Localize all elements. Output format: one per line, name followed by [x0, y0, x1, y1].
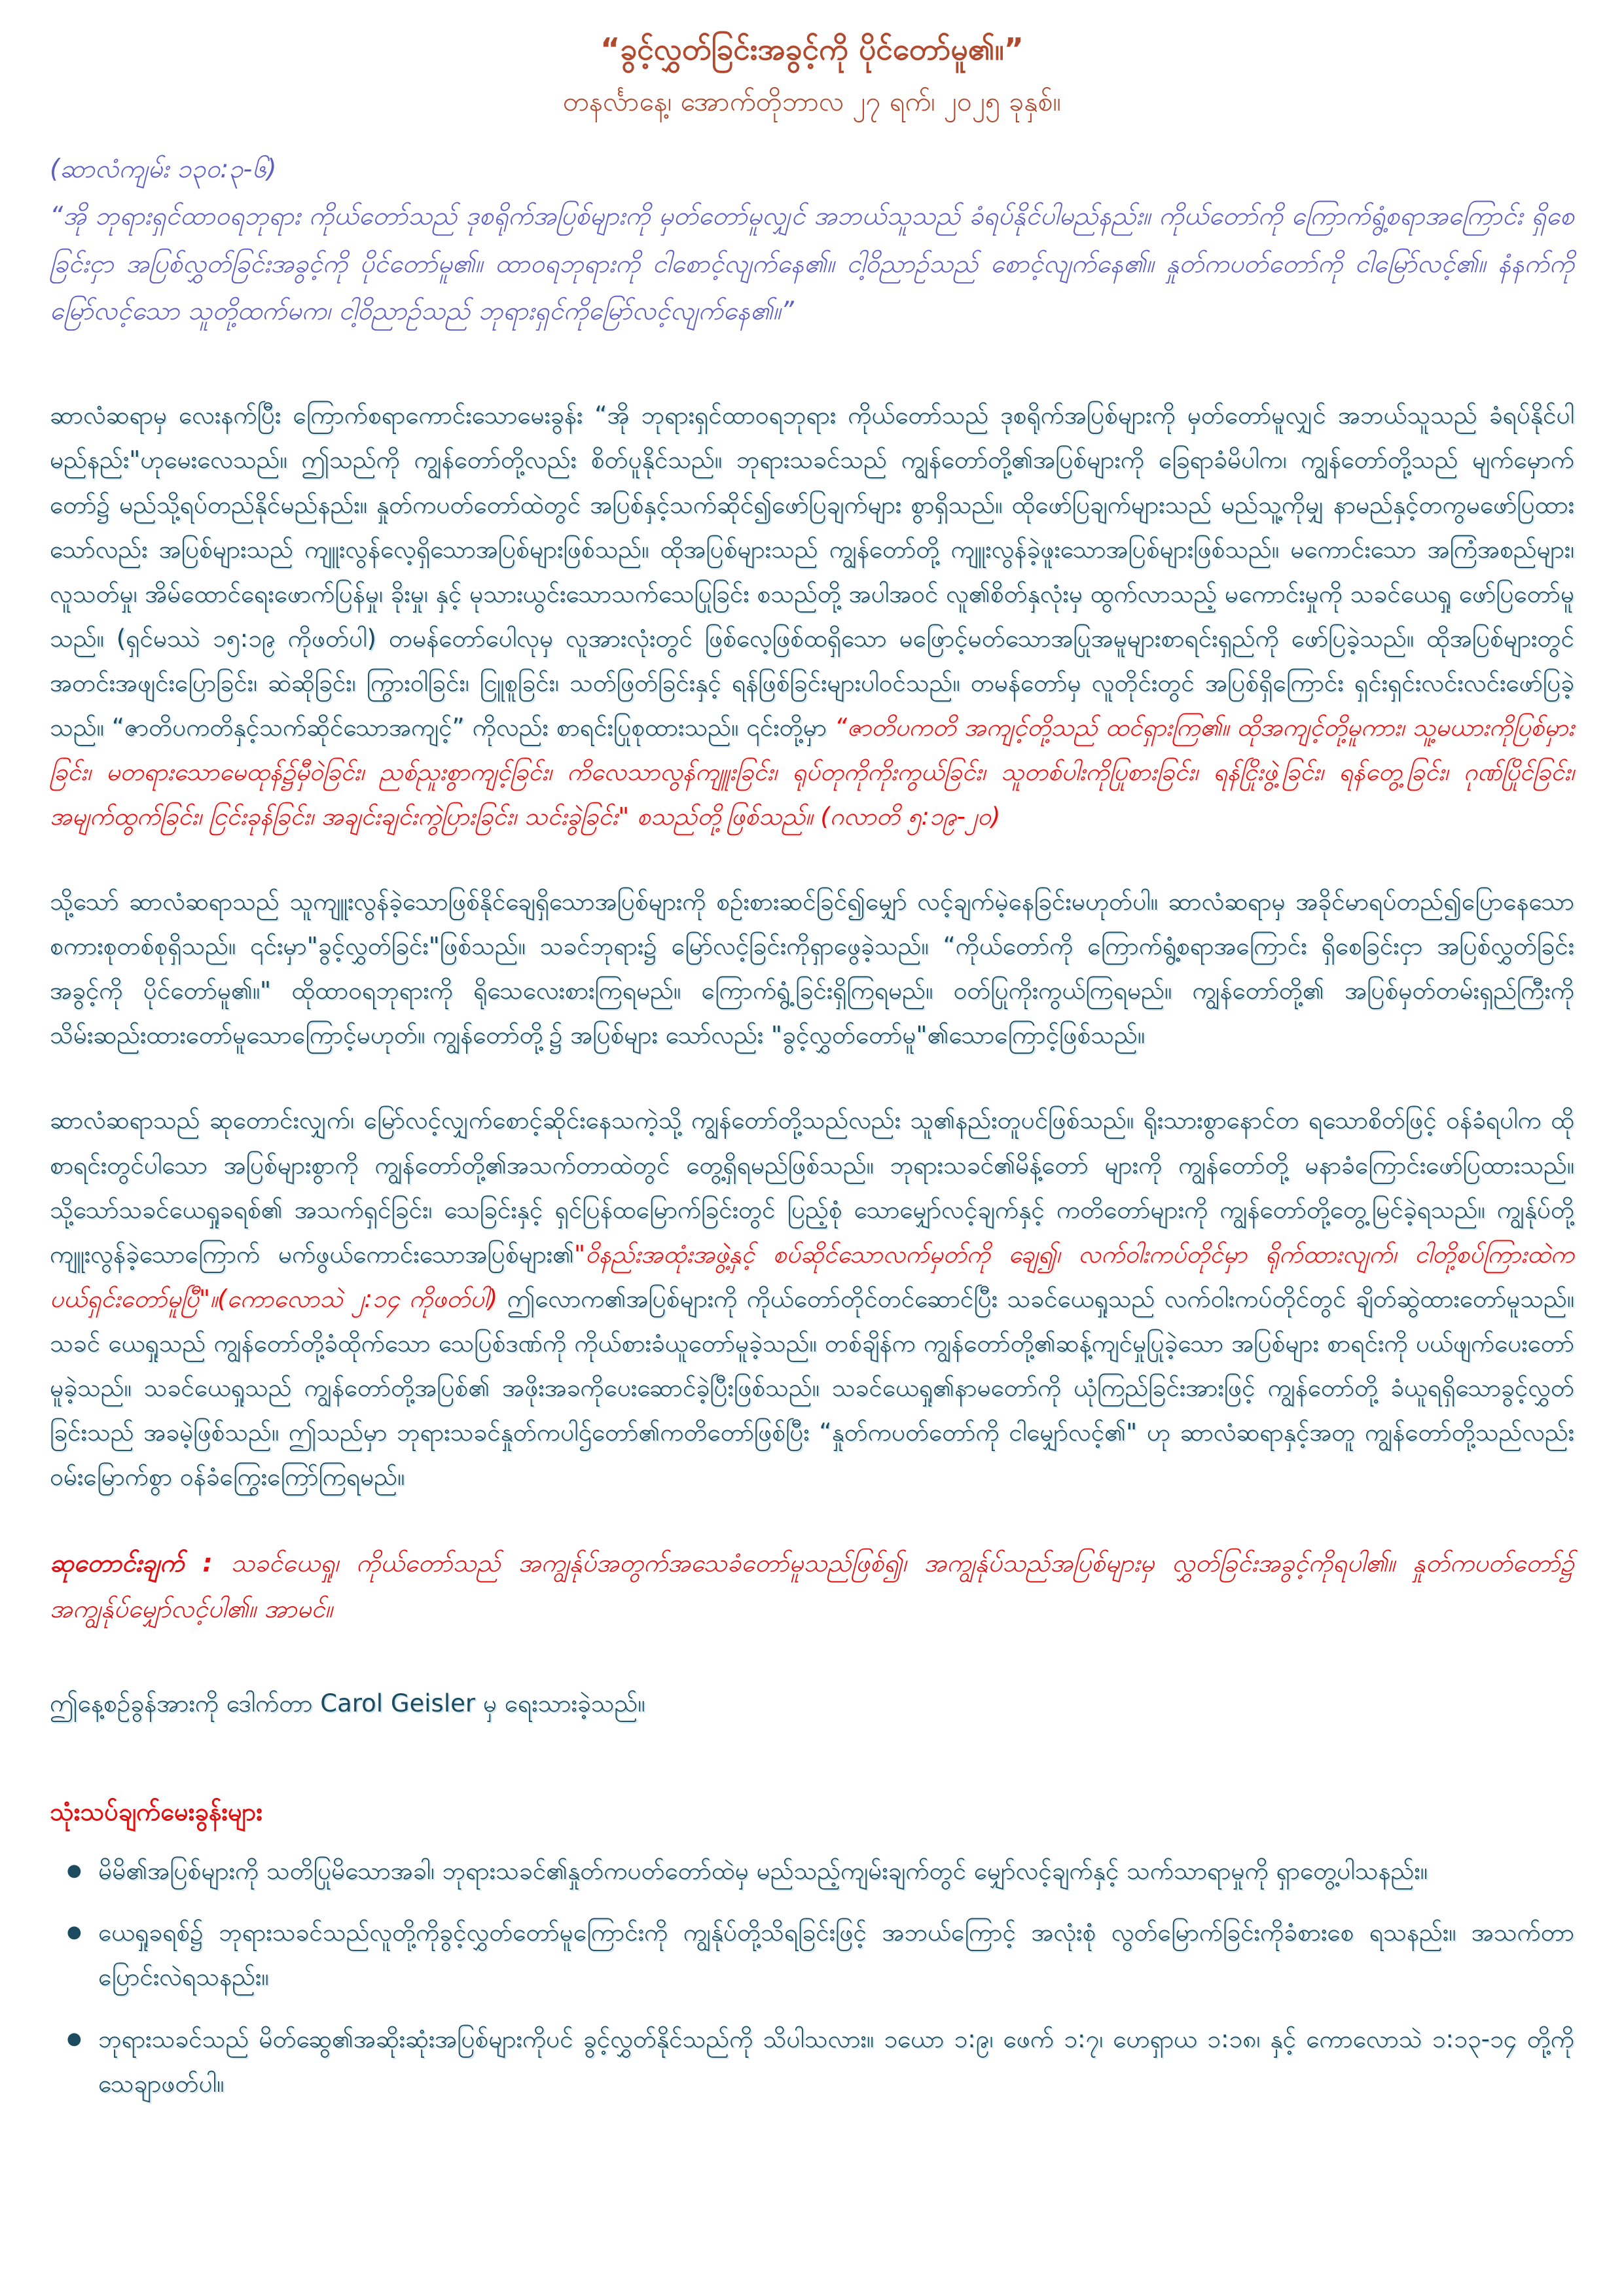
question-item: ● ဘုရားသခင်သည် မိတ်ဆွေ၏အဆိုးဆုံးအပြစ်များကိုပင် ခွင့်လွှတ်နိုင်သည်ကို သိပါသလား။ ၁ယော ၁:၉၊ ဖေက် ၁:၇၊ ဟေရှာယ ၁:၁၈၊ နှင့် ကောလောသဲ ၁:၁၃-၁၄ တို့ကို သေချာဖတ်ပါ။	[50, 2017, 1574, 2106]
question-item: ● မိမိ၏အပြစ်များကို သတိပြုမိသောအခါ၊ ဘုရားသခင်၏နှုတ်ကပတ်တော်ထဲမှ မည်သည့်ကျမ်းချက်တွင် မျှော်လင့်ချက်နှင့် သက်သာရာမှုကို ရှာတွေ့ပါသနည်း။	[50, 1849, 1574, 1893]
prayer-separator: :	[184, 1549, 231, 1578]
question-item: ● ယေရှုခရစ်၌ ဘုရားသခင်သည်လူတို့ကိုခွင့်လွှတ်တော်မူကြောင်းကို ကျွန်ုပ်တို့သိရခြင်းဖြင့် အဘယ်ကြောင့် အလုံးစုံ လွတ်မြောက်ခြင်းကိုခံစားစေ ရသနည်း။ အသက်တာပြောင်းလဲရသနည်း။	[50, 1910, 1574, 2000]
prayer-label: ဆုတောင်းချက်	[50, 1549, 185, 1578]
body-paragraph-3	[50, 1098, 1574, 1499]
body-paragraph-2	[50, 880, 1574, 1058]
body-paragraph-1	[50, 393, 1574, 839]
text-run: "ဝိနည်းအထုံးအဖွဲ့နှင့် စပ်ဆိုင်သောလက်မှတ်ကို ချေ၍၊ လက်ဝါးကပ်တိုင်မှာ ရိုက်ထားလျက်၊ ငါတို့စပ်ကြားထဲက ပယ်ရှင်းတော်မူပြီ"။(ကောလောသဲ ၂:၁၄ ကိုဖတ်ပါ)	[50, 1240, 1574, 1313]
reflection-questions-heading: သုံးသပ်ချက်မေးခွန်းများ	[50, 1797, 263, 1827]
author-line: ဤနေ့စဉ်ခွန်အားကို ဒေါက်တာ Carol Geisler မှ ရေးသားခဲ့သည်။	[50, 1689, 645, 1717]
text-run: ဆာလံဆရာသည် ဆုတောင်းလျှက်၊ မြော်လင့်လျှက်စောင့်ဆိုင်းနေသကဲ့သို့ ကျွန်တော်တို့သည်လည်း သူ၏နည်းတူပင်ဖြစ်သည်။ ရိုးသားစွာနောင်တ ရသောစိတ်ဖြင့် ဝန်ခံရပါက ထိုစာရင်းတွင်ပါသော အပြစ်များစွာကို ကျွန်တော်တို့၏အသက်တာထဲတွင် တွေ့ရှိရမည်ဖြစ်သည်။ ဘုရားသခင်၏မိန့်တော် များကို ကျွန်တော်တို့ မနာခံကြောင်းဖော်ပြထားသည်။ သို့သော်သခင်ယေရှုခရစ်၏ အသက်ရှင်ခြင်း၊ သေခြင်းနှင့် ရှင်ပြန်ထမြောက်ခြင်းတွင် ပြည့်စုံ သောမျှော်လင့်ချက်နှင့် ကတိတော်များကို ကျွန်တော်တို့တွေ့မြင်ခဲ့ရသည်။ ကျွန်ုပ်တို့ကျူးလွန်ခဲ့သောကြောက် မက်ဖွယ်ကောင်းသောအပြစ်များ၏	[50, 1106, 1574, 1268]
text-run: သို့သော် ဆာလံဆရာသည် သူကျူးလွန်ခဲ့သောဖြစ်နိုင်ချေရှိသောအပြစ်များကို စဉ်းစားဆင်ခြင်၍မျှော် လင့်ချက်မဲ့နေခြင်းမဟုတ်ပါ။ ဆာလံဆရာမှ အခိုင်မာရပ်တည်၍ပြောနေသော စကားစုတစ်စုရှိသည်။ ၎င်းမှာ"ခွင့်လွှတ်ခြင်း"ဖြစ်သည်။ သခင်ဘုရား၌ မြော်လင့်ခြင်းကိုရှာဖွေခဲ့သည်။ “ကိုယ်တော်ကို ကြောက်ရွံ့စရာအကြောင်း ရှိစေခြင်းငှာ အပြစ်လွှတ်ခြင်းအခွင့်ကို ပိုင်တော်မူ၏။" ထိုထာဝရဘုရားကို ရိုသေလေးစားကြရမည်။ ကြောက်ရွံ့ခြင်းရှိကြရမည်။ ဝတ်ပြုကိုးကွယ်ကြရမည်။ ကျွန်တော်တို့၏ အပြစ်မှတ်တမ်းရှည်ကြီးကို သိမ်းဆည်းထားတော်မူသောကြောင့်မဟုတ်။ ကျွန်တော်တို့၌ အပြစ်များ သော်လည်း "ခွင့်လွှတ်တော်မူ"၏သောကြောင့်ဖြစ်သည်။	[50, 888, 1574, 1050]
text-run: ဤလောက၏အပြစ်များကို ကိုယ်တော်တိုင်တင်ဆောင်ပြီး သခင်ယေရှုသည် လက်ဝါးကပ်တိုင်တွင် ချိတ်ဆွဲထားတော်မူသည်။ သခင် ယေရှုသည် ကျွန်တော်တို့ခံထိုက်သော သေပြစ်ဒဏ်ကို ကိုယ်စားခံယူတော်မူခဲ့သည်။ တစ်ချိန်က ကျွန်တော်တို့၏ဆန့်ကျင်မှုပြုခဲ့သော အပြစ်များ စာရင်းကို ပယ်ဖျက်ပေးတော်မူခဲ့သည်။ သခင်ယေရှုသည် ကျွန်တော်တို့အပြစ်၏ အဖိုးအခကိုပေးဆောင်ခဲ့ပြီးဖြစ်သည်။ သခင်ယေရှု၏နာမတော်ကို ယုံကြည်ခြင်းအားဖြင့် ကျွန်တော်တို့ ခံယူရရှိသောခွင့်လွှတ်ခြင်းသည် အခမဲ့ဖြစ်သည်။ ဤသည်မှာ ဘုရားသခင်နှုတ်ကပါဌ်တော်၏ကတိတော်ဖြစ်ပြီး “နှုတ်ကပတ်တော်ကို ငါမျှော်လင့်၏" ဟု ဆာလံဆရာနှင့်အတူ ကျွန်တော်တို့သည်လည်း ဝမ်းမြောက်စွာ ဝန်ခံကြွေးကြော်ကြရမည်။	[50, 1284, 1574, 1492]
scripture-quote: “အို ဘုရားရှင်ထာဝရဘုရား ကိုယ်တော်သည် ဒုစရိုက်အပြစ်များကို မှတ်တော်မူလျှင် အဘယ်သူသည် ခံရပ်နိုင်ပါမည်နည်း။ ကိုယ်တော်ကို ကြောက်ရွံ့စရာအကြောင်း ရှိစေခြင်းငှာ အပြစ်လွှတ်ခြင်းအခွင့်ကို ပိုင်တော်မူ၏။ ထာဝရဘုရားကို ငါစောင့်လျက်နေ၏။ ငါ့ဝိညာဉ်သည် စောင့်လျက်နေ၏။ နှုတ်ကပတ်တော်ကို ငါမြော်လင့်၏။ နံနက်ကိုမြော်လင့်သော သူတို့ထက်မက၊ ငါ့ဝိညာဉ်သည် ဘုရားရှင်ကိုမြော်လင့်လျက်နေ၏။”	[50, 201, 1574, 327]
text-run: “ဇာတိပကတိ အကျင့်တို့သည် ထင်ရှားကြ၏။ ထိုအကျင့်တို့မူကား၊ သူ့မယားကိုပြစ်မှားခြင်း၊ မတရားသောမေထုန်၌မှီဝဲခြင်း၊ ညစ်ညူးစွာကျင့်ခြင်း၊ ကိလေသာလွန်ကျူးခြင်း၊ ရုပ်တုကိုကိုးကွယ်ခြင်း၊ သူတစ်ပါးကိုပြုစားခြင်း၊ ရန်ငြိုးဖွဲ့ခြင်း၊ ရန်တွေ့ခြင်း၊ ဂုဏ်ပြိုင်ခြင်း၊ အမျက်ထွက်ခြင်း၊ ငြင်းခုန်ခြင်း၊ အချင်းချင်းကွဲပြားခြင်း၊ သင်းခွဲခြင်း" စသည်တို့ဖြစ်သည်။ (ဂလာတိ ၅:၁၉-၂၀)	[50, 713, 1574, 831]
prayer-section	[50, 1540, 1574, 1632]
page-title: “ခွင့်လွှတ်ခြင်းအခွင့်ကို ပိုင်တော်မူ၏။”	[600, 31, 1024, 67]
scripture-reference: (ဆာလံကျမ်း ၁၃၀:၃-၆)	[50, 154, 277, 185]
date-line: တနင်္လာနေ့၊ အောက်တိုဘာလ ၂၇ ရက်၊ ၂၀၂၅ ခုနှစ်။	[562, 85, 1061, 117]
reflection-questions-list	[50, 1849, 1574, 2106]
text-run: ဆာလံဆရာမှ လေးနက်ပြီး ကြောက်စရာကောင်းသောမေးခွန်း “အို ဘုရားရှင်ထာဝရဘုရား ကိုယ်တော်သည် ဒုစရိုက်အပြစ်များကို မှတ်တော်မူလျှင် အဘယ်သူသည် ခံရပ်နိုင်ပါမည်နည်း"ဟုမေးလေသည်။ ဤသည်ကို ကျွန်တော်တို့လည်း စိတ်ပူနိုင်သည်။ ဘုရားသခင်သည် ကျွန်တော်တို့၏အပြစ်များကို ခြေရာခံမိပါက၊ ကျွန်တော်တို့သည် မျက်မှောက်တော်၌ မည်သို့ရပ်တည်နိုင်မည်နည်း။ နှုတ်ကပတ်တော်ထဲတွင် အပြစ်နှင့်သက်ဆိုင်၍ဖော်ပြချက်များ စွာရှိသည်။ ထိုဖော်ပြချက်များသည် မည်သူ့ကိုမျှ နာမည်နှင့်တကွမဖော်ပြထားသော်လည်း အပြစ်များသည် ကျူးလွန်လေ့ရှိသောအပြစ်များဖြစ်သည်။ ထိုအပြစ်များသည် ကျွန်တော်တို့ ကျူးလွန်ခဲ့ဖူးသောအပြစ်များဖြစ်သည်။ မကောင်းသော အကြံအစည်များ၊ လူသတ်မှု၊ အိမ်ထောင်ရေးဖောက်ပြန်မှု၊ ခိုးမှု၊ နှင့် မုသားယွင်းသောသက်သေပြုခြင်း စသည်တို့ အပါအဝင် လူ၏စိတ်နှလုံးမှ ထွက်လာသည့် မကောင်းမှုကို သခင်ယေရှု ဖော်ပြတော်မူသည်။ (ရှင်မဿဲ ၁၅:၁၉ ကိုဖတ်ပါ) တမန်တော်ပေါလုမှ လူအားလုံးတွင် ဖြစ်လေ့ဖြစ်ထရှိသော မဖြောင့်မတ်သောအပြုအမူများစာရင်းရှည်ကို ဖော်ပြခဲ့သည်။ ထိုအပြစ်များတွင် အတင်းအဖျင်းပြောခြင်း၊ ဆဲဆိုခြင်း၊ ကြွားဝါခြင်း၊ ငြူစူခြင်း၊ သတ်ဖြတ်ခြင်းနှင့် ရန်ဖြစ်ခြင်းများပါဝင်သည်။ တမန်တော်မှ လူတိုင်းတွင် အပြစ်ရှိကြောင်း ရှင်းရှင်းလင်းလင်းဖော်ပြခဲ့သည်။ “ဇာတိပကတိနှင့်သက်ဆိုင်သောအကျင့်” ကိုလည်း စာရင်းပြုစုထားသည်။ ၎င်းတို့မှာ	[50, 401, 1574, 742]
prayer-text: သခင်ယေရှု၊ ကိုယ်တော်သည် အကျွန်ုပ်အတွက်အသေခံတော်မူသည်ဖြစ်၍၊ အကျွန်ုပ်သည်အပြစ်များမှ လွှတ်ခြင်းအခွင့်ကိုရပါ၏။ နှုတ်ကပတ်တော်၌ အကျွန်ုပ်မျှော်လင့်ပါ၏။ အာမင်။	[50, 1549, 1575, 1624]
